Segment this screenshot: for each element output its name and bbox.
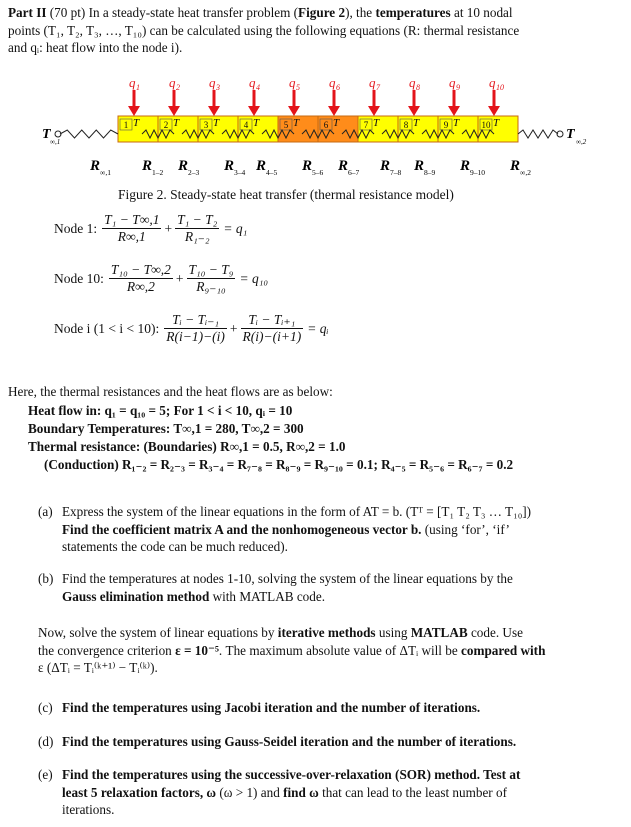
resistance-subscript: 4–5	[266, 168, 278, 177]
iterative-paragraph	[38, 624, 622, 677]
boundary-temps-line: Boundary Temperatures: T∞,1 = 280, T∞,2 = 300	[28, 421, 304, 436]
question-a-tag: (a)	[38, 504, 53, 519]
resistor-boundary-right	[518, 130, 558, 138]
node-temp-label: T	[213, 117, 220, 129]
node-number: 9	[443, 120, 449, 130]
node1-equation: Node 1: $\frac{\text{T₁ − T∞,1}}{R\infty,1}$ + $\frac{\text{T₁ − T₂}}{\text{R₁₋₂}}$ = q₁	[54, 212, 248, 244]
values-intro: Here, the thermal resistances and the heat flows are as below:	[8, 384, 333, 399]
heat-flow-subscript: 6	[336, 83, 340, 92]
points-label: (70 pt)	[49, 5, 86, 20]
text: least 5 relaxation factors, ω	[62, 784, 217, 800]
figure-caption: Figure 2. Steady-state heat transfer (thermal resistance model)	[118, 187, 454, 202]
node-temp-label: T	[253, 117, 260, 129]
node10-frac2	[187, 262, 236, 295]
fraction-denominator: R₁₋₂	[184, 229, 210, 244]
part-label: Part II	[8, 5, 47, 20]
text: find ω	[283, 784, 319, 800]
node10-rhs: = q₁₀	[239, 270, 269, 286]
heat-flow-label: q	[129, 76, 136, 90]
intro-text: In a steady-state heat transfer problem (	[85, 5, 299, 20]
heat-arrow-head	[208, 106, 220, 116]
matlab-keyword: MATLAB	[410, 625, 468, 640]
conduction-line: (Conduction) R₁₋₂ = R₂₋₃ = R₃₋₄ = R₇₋₈ = R₈₋₉ = R₉₋₁₀ = 0.1; R₄₋₅ = R₅₋₆ = R₆₋₇ = 0.2	[44, 457, 514, 472]
fraction-denominator: R₉₋₁₀	[196, 279, 226, 294]
fraction-numerator: Tᵢ − Tᵢ₋₁	[164, 312, 227, 329]
question-e-line1: Find the temperatures using the successive-over-relaxation (SOR) method. Test at	[62, 767, 521, 782]
heat-flow-label: q	[249, 76, 256, 90]
thermal-resistance-label: Thermal resistance	[28, 439, 136, 454]
resistance-label: R	[380, 158, 391, 174]
fraction-denominator: R∞,2	[126, 279, 155, 294]
question-c-text: Find the temperatures using Jacobi iteration and the number of iterations.	[62, 700, 481, 715]
fraction-numerator: T₁ − T∞,1	[104, 212, 160, 227]
node-number: 5	[283, 120, 289, 130]
heat-arrow-head	[288, 106, 300, 116]
heat-arrow-head	[368, 106, 380, 116]
resistance-label: R	[178, 158, 189, 174]
text: the convergence criterion	[38, 642, 176, 658]
resistance-label: R	[414, 158, 425, 174]
question-e	[38, 766, 618, 819]
heat-flow-label: q	[409, 76, 416, 90]
text: Now, solve the system of linear equations by	[38, 625, 278, 640]
intro-line-1	[8, 4, 623, 22]
node-number: 2	[163, 120, 169, 130]
intro-text: at 10 nodal	[450, 5, 513, 20]
epsilon-value: ε = 10⁻⁵	[175, 642, 219, 658]
compared-keyword: compared with	[461, 642, 546, 658]
fraction-numerator: Tᵢ − Tᵢ₊₁	[241, 312, 304, 329]
question-d-tag: (d)	[38, 734, 54, 749]
node10-equation: Node 10: $\frac{\text{T₁₀ − T∞,2}}{R\infty,2}$ + $\frac{\text{T₁₀ − T₉}}{\text{R₉₋₁₀}}$ = q₁₀	[54, 262, 269, 294]
heat-flow-subscript: 8	[416, 83, 420, 92]
heat-flow-subscript: 7	[376, 83, 380, 92]
heat-arrow-head	[448, 106, 460, 116]
resistance-label: R	[510, 158, 521, 174]
nodei-frac1	[164, 312, 227, 345]
intro-line-3: and qᵢ: heat flow into the node i).	[8, 40, 183, 55]
fraction-numerator: T₁ − T₂	[177, 212, 218, 227]
heat-flow-label: q	[449, 76, 456, 90]
resistance-label: R	[338, 158, 349, 174]
thermal-resistance-values: : (Boundaries) R∞,1 = 0.5, R∞,2 = 1.0	[135, 439, 346, 454]
heat-flow-label: q	[169, 76, 176, 90]
node-temp-label: T	[173, 117, 180, 129]
node-temp-label: T	[413, 117, 420, 129]
heat-flow-line: Heat flow in: q₁ = q₁₀ = 5; For 1 < i < 10, qᵢ = 10	[28, 403, 293, 418]
question-a-line1: Express the system of the linear equations in the form of AT = b. (Tᵀ = [T₁ T₂ T₃ … T₁₀])	[62, 504, 532, 519]
node1-frac2	[175, 212, 219, 245]
node-temp-label: T	[493, 117, 500, 129]
resistor-boundary-left	[60, 130, 118, 138]
question-e-tag: (e)	[38, 767, 53, 782]
iterative-line1	[38, 624, 622, 642]
nodei-equation: Node i (1 < i < 10): $\frac{\text{Tᵢ − Tᵢ₋₁}}{R(i-1)-(i)}$ + $\frac{\text{Tᵢ − Tᵢ₊₁}}{R(i)-(i+1)}$ = qᵢ	[54, 312, 329, 344]
fraction-denominator: R(i−1)−(i)	[166, 329, 225, 344]
text: that can lead to the least number of	[318, 784, 507, 800]
ambient-temp-left: T	[42, 127, 51, 142]
heat-arrow-head	[248, 106, 260, 116]
question-a-bold: Find the coefficient matrix A and the nonhomogeneous vector b.	[62, 521, 422, 537]
question-b-method: Gauss elimination method	[62, 588, 210, 604]
question-b-tail: with MATLAB code.	[209, 588, 326, 604]
ambient-temp-right-sub: ∞,2	[576, 138, 587, 146]
iterative-line2	[38, 642, 622, 660]
node-temp-label: T	[453, 117, 460, 129]
iterative-keyword: iterative methods	[277, 625, 376, 640]
question-c	[38, 699, 481, 717]
resistance-label: R	[142, 158, 153, 174]
node-temp-label: T	[373, 117, 380, 129]
temperatures-keyword: temperatures	[375, 5, 451, 20]
question-b-line2	[62, 588, 616, 606]
heat-flow-label: q	[369, 76, 376, 90]
resistance-subscript: ∞,2	[520, 168, 531, 177]
heat-flow-subscript: 4	[256, 83, 260, 92]
resistance-label: R	[460, 158, 471, 174]
resistance-subscript: 1–2	[152, 168, 164, 177]
heat-flow-subscript: 10	[496, 83, 504, 92]
ambient-temp-left-sub: ∞,1	[50, 138, 61, 146]
resistance-subscript: 2–3	[188, 168, 200, 177]
resistance-subscript: 3–4	[234, 168, 246, 177]
node1-label: Node 1:	[54, 220, 98, 236]
resistance-label: R	[256, 158, 267, 174]
heat-flow-subscript: 5	[296, 83, 300, 92]
resistance-label: R	[302, 158, 313, 174]
question-a-line2	[62, 521, 616, 539]
heat-arrow-head	[488, 106, 500, 116]
heat-arrow-head	[328, 106, 340, 116]
node1-rhs: = q₁	[223, 220, 248, 236]
node1-frac1	[102, 212, 161, 245]
resistance-subscript: ∞,1	[100, 168, 111, 177]
node10-label: Node 10:	[54, 270, 104, 286]
heat-flow-label: q	[289, 76, 296, 90]
resistance-subscript: 8–9	[424, 168, 436, 177]
node-number: 6	[323, 120, 329, 130]
node-number: 3	[203, 120, 209, 130]
text: . The maximum absolute value of ΔTᵢ will be	[218, 642, 462, 658]
node-temp-label: T	[333, 117, 340, 129]
text: (ω > 1) and	[216, 784, 284, 800]
heat-flow-subscript: 9	[456, 83, 460, 92]
node-temp-label: T	[293, 117, 300, 129]
question-a-line3: statements the code can be much reduced).	[62, 539, 288, 554]
nodei-frac2	[241, 312, 304, 345]
resistance-subscript: 7–8	[390, 168, 402, 177]
node-temp-label: T	[133, 117, 140, 129]
heat-arrow-head	[408, 106, 420, 116]
question-e-line3: iterations.	[62, 802, 115, 817]
heat-flow-subscript: 3	[216, 83, 220, 92]
intro-text: ), the	[345, 5, 376, 20]
heat-transfer-figure	[40, 76, 600, 192]
figure-ref: Figure 2	[298, 5, 346, 20]
intro-paragraph	[8, 4, 623, 57]
resistance-label: R	[224, 158, 235, 174]
resistance-label: R	[90, 158, 101, 174]
heat-flow-subscript: 1	[136, 83, 140, 92]
question-a	[38, 503, 616, 556]
node-number: 10	[481, 120, 491, 130]
question-a-note: (using ‘for’, ‘if’	[421, 521, 510, 537]
intro-line-2: points (T₁, T₂, T₃, …, T₁₀) can be calculated using the following equations (R: thermal resistance	[8, 22, 520, 38]
resistance-subscript: 5–6	[312, 168, 324, 177]
heat-flow-label: q	[209, 76, 216, 90]
node-number: 1	[123, 120, 129, 130]
heat-flow-subscript: 2	[176, 83, 180, 92]
fraction-denominator: R∞,1	[117, 229, 146, 244]
heat-flow-label: q	[329, 76, 336, 90]
question-d-text: Find the temperatures using Gauss-Seidel iteration and the number of iterations.	[62, 734, 517, 749]
question-b-line1: Find the temperatures at nodes 1-10, solving the system of the linear equations by the	[62, 571, 513, 586]
heat-arrow-head	[168, 106, 180, 116]
fraction-numerator: T₁₀ − T∞,2	[110, 262, 171, 277]
fraction-numerator: T₁₀ − T₉	[188, 262, 234, 277]
question-c-tag: (c)	[38, 700, 53, 715]
question-b	[38, 570, 616, 605]
iterative-line3: ε (ΔTᵢ = Tᵢ⁽ᵏ⁺¹⁾ − Tᵢ⁽ᵏ⁾).	[38, 660, 158, 675]
node10-frac1	[109, 262, 173, 295]
thermal-resistance-line	[28, 438, 345, 456]
resistance-subscript: 9–10	[470, 168, 485, 177]
node-number: 8	[403, 120, 409, 130]
resistance-subscript: 6–7	[348, 168, 360, 177]
heat-arrow-head	[128, 106, 140, 116]
ambient-temp-right: T	[566, 127, 575, 142]
node-number: 7	[363, 120, 369, 130]
nodei-rhs: = qᵢ	[307, 320, 329, 336]
fraction-denominator: R(i)−(i+1)	[242, 329, 302, 344]
question-d	[38, 733, 517, 751]
heat-flow-label: q	[489, 76, 496, 90]
text: using	[375, 625, 411, 640]
question-b-tag: (b)	[38, 571, 54, 586]
text: code. Use	[467, 625, 523, 640]
nodei-label: Node i (1 < i < 10):	[54, 320, 160, 336]
node-number: 4	[243, 120, 249, 130]
question-e-line2	[62, 784, 618, 802]
